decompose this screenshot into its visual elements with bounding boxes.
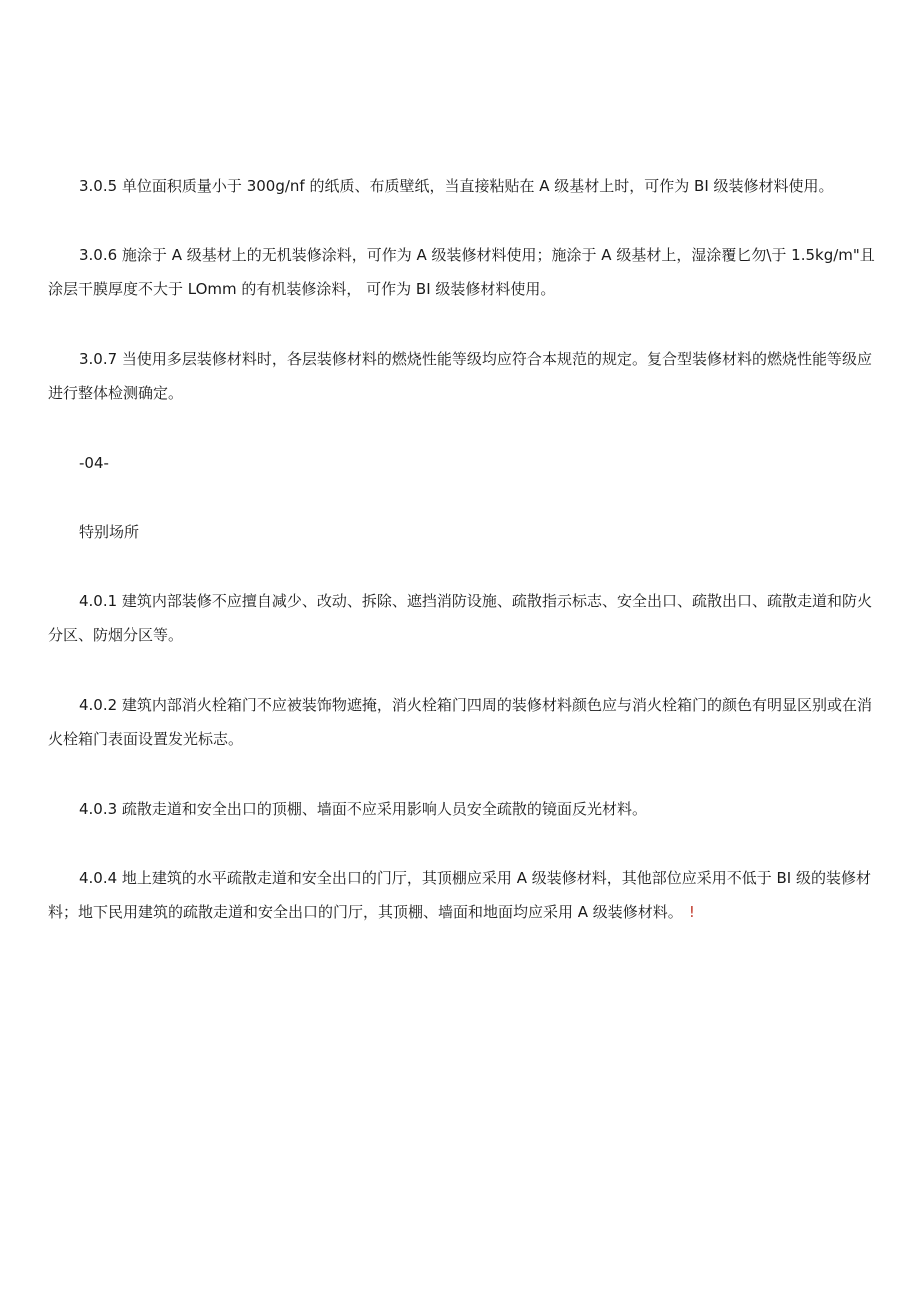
- paragraph-4-0-2: 4.0.2 建筑内部消火栓箱门不应被装饰物遮掩，消火栓箱门四周的装修材料颜色应与消火栓箱门的颜色有明显区别或在消火栓箱门表面设置发光标志。: [48, 696, 872, 748]
- paragraph-4-0-4: [48, 861, 884, 929]
- paragraph-3-0-7: 3.0.7 当使用多层装修材料时，各层装修材料的燃烧性能等级均应符合本规范的规定。复合型装修材料的燃烧性能等级应进行整体检测确定。: [48, 350, 872, 402]
- paragraph-4-0-3: 4.0.3 疏散走道和安全出口的顶棚、墙面不应采用影响人员安全疏散的镜面反光材料。: [79, 800, 647, 818]
- paragraph-3-0-5: 3.0.5 单位面积质量小于 300g∕nf 的纸质、布质壁纸，当直接粘贴在 A 级基材上时，可作为 BI 级装修材料使用。: [79, 177, 834, 195]
- section-heading: 特别场所: [79, 523, 140, 541]
- red-mark: !: [688, 903, 695, 921]
- paragraph-4-0-1: 4.0.1 建筑内部装修不应擅自减少、改动、拆除、遮挡消防设施、疏散指示标志、安全出口、疏散出口、疏散走道和防火分区、防烟分区等。: [48, 592, 872, 644]
- paragraph-4-0-4-text: 4.0.4 地上建筑的水平疏散走道和安全出口的门厅，其顶棚应采用 A 级装修材料，其他部位应采用不低于 BI 级的装修材料；地下民用建筑的疏散走道和安全出口的门厅，其顶棚、墙面和地面均应采用 A 级装修材料。: [48, 869, 871, 921]
- paragraph-3-0-6: 3.0.6 施涂于 A 级基材上的无机装修涂料，可作为 A 级装修材料使用；施涂于 A 级基材上，湿涂覆匕勿\于 1.5kg∕m"且涂层干膜厚度不大于 LOmm 的有机装修涂料， 可作为 BI 级装修材料使用。: [48, 246, 875, 298]
- section-number: -04-: [79, 454, 109, 472]
